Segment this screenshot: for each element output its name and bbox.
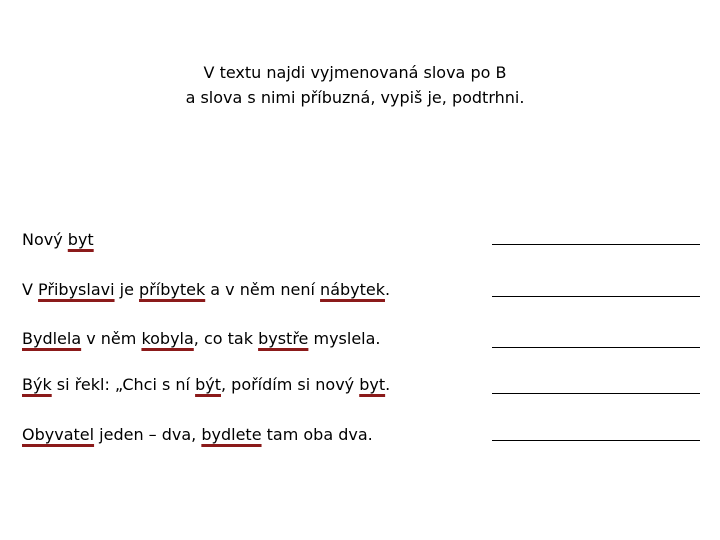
sentence-4 — [22, 372, 492, 398]
answer-line-3[interactable] — [492, 347, 700, 348]
sentence-text: . — [385, 375, 391, 394]
sentence-text: Nový — [22, 230, 68, 249]
sentence-text: tam oba dva. — [261, 425, 373, 444]
underlined-word: Býk — [22, 375, 52, 394]
underlined-word: kobyla — [141, 329, 194, 348]
underlined-word: byt — [359, 375, 386, 394]
sentence-text: V — [22, 280, 39, 299]
answer-line-2[interactable] — [492, 296, 700, 297]
task-instructions — [0, 60, 710, 110]
sentence-5 — [22, 422, 492, 448]
underlined-word: Bydlela — [22, 329, 82, 348]
underlined-word: Obyvatel — [22, 425, 95, 444]
answer-line-1[interactable] — [492, 244, 700, 245]
underlined-word: byt — [67, 230, 94, 249]
answer-line-4[interactable] — [492, 393, 700, 394]
sentence-1 — [22, 227, 492, 253]
instruction-line-1: V textu najdi vyjmenovaná slova po B — [203, 63, 507, 82]
sentence-text: . — [385, 280, 391, 299]
sentence-text: si řekl: „Chci s ní — [51, 375, 196, 394]
answer-line-5[interactable] — [492, 440, 700, 441]
sentence-3 — [22, 326, 492, 352]
underlined-word: nábytek — [320, 280, 385, 299]
sentence-text: , co tak — [193, 329, 259, 348]
sentence-text: jeden – dva, — [94, 425, 202, 444]
sentence-text: a v něm není — [205, 280, 321, 299]
sentence-2 — [22, 277, 492, 303]
underlined-word: být — [195, 375, 221, 394]
sentence-text: je — [114, 280, 140, 299]
underlined-word: bystře — [258, 329, 309, 348]
sentence-text: v něm — [81, 329, 142, 348]
underlined-word: Přibyslavi — [38, 280, 115, 299]
underlined-word: příbytek — [139, 280, 206, 299]
sentence-text: myslela. — [308, 329, 381, 348]
instruction-line-2: a slova s nimi příbuzná, vypiš je, podtrhni. — [185, 88, 525, 107]
underlined-word: bydlete — [201, 425, 262, 444]
sentence-text: , pořídím si nový — [220, 375, 360, 394]
